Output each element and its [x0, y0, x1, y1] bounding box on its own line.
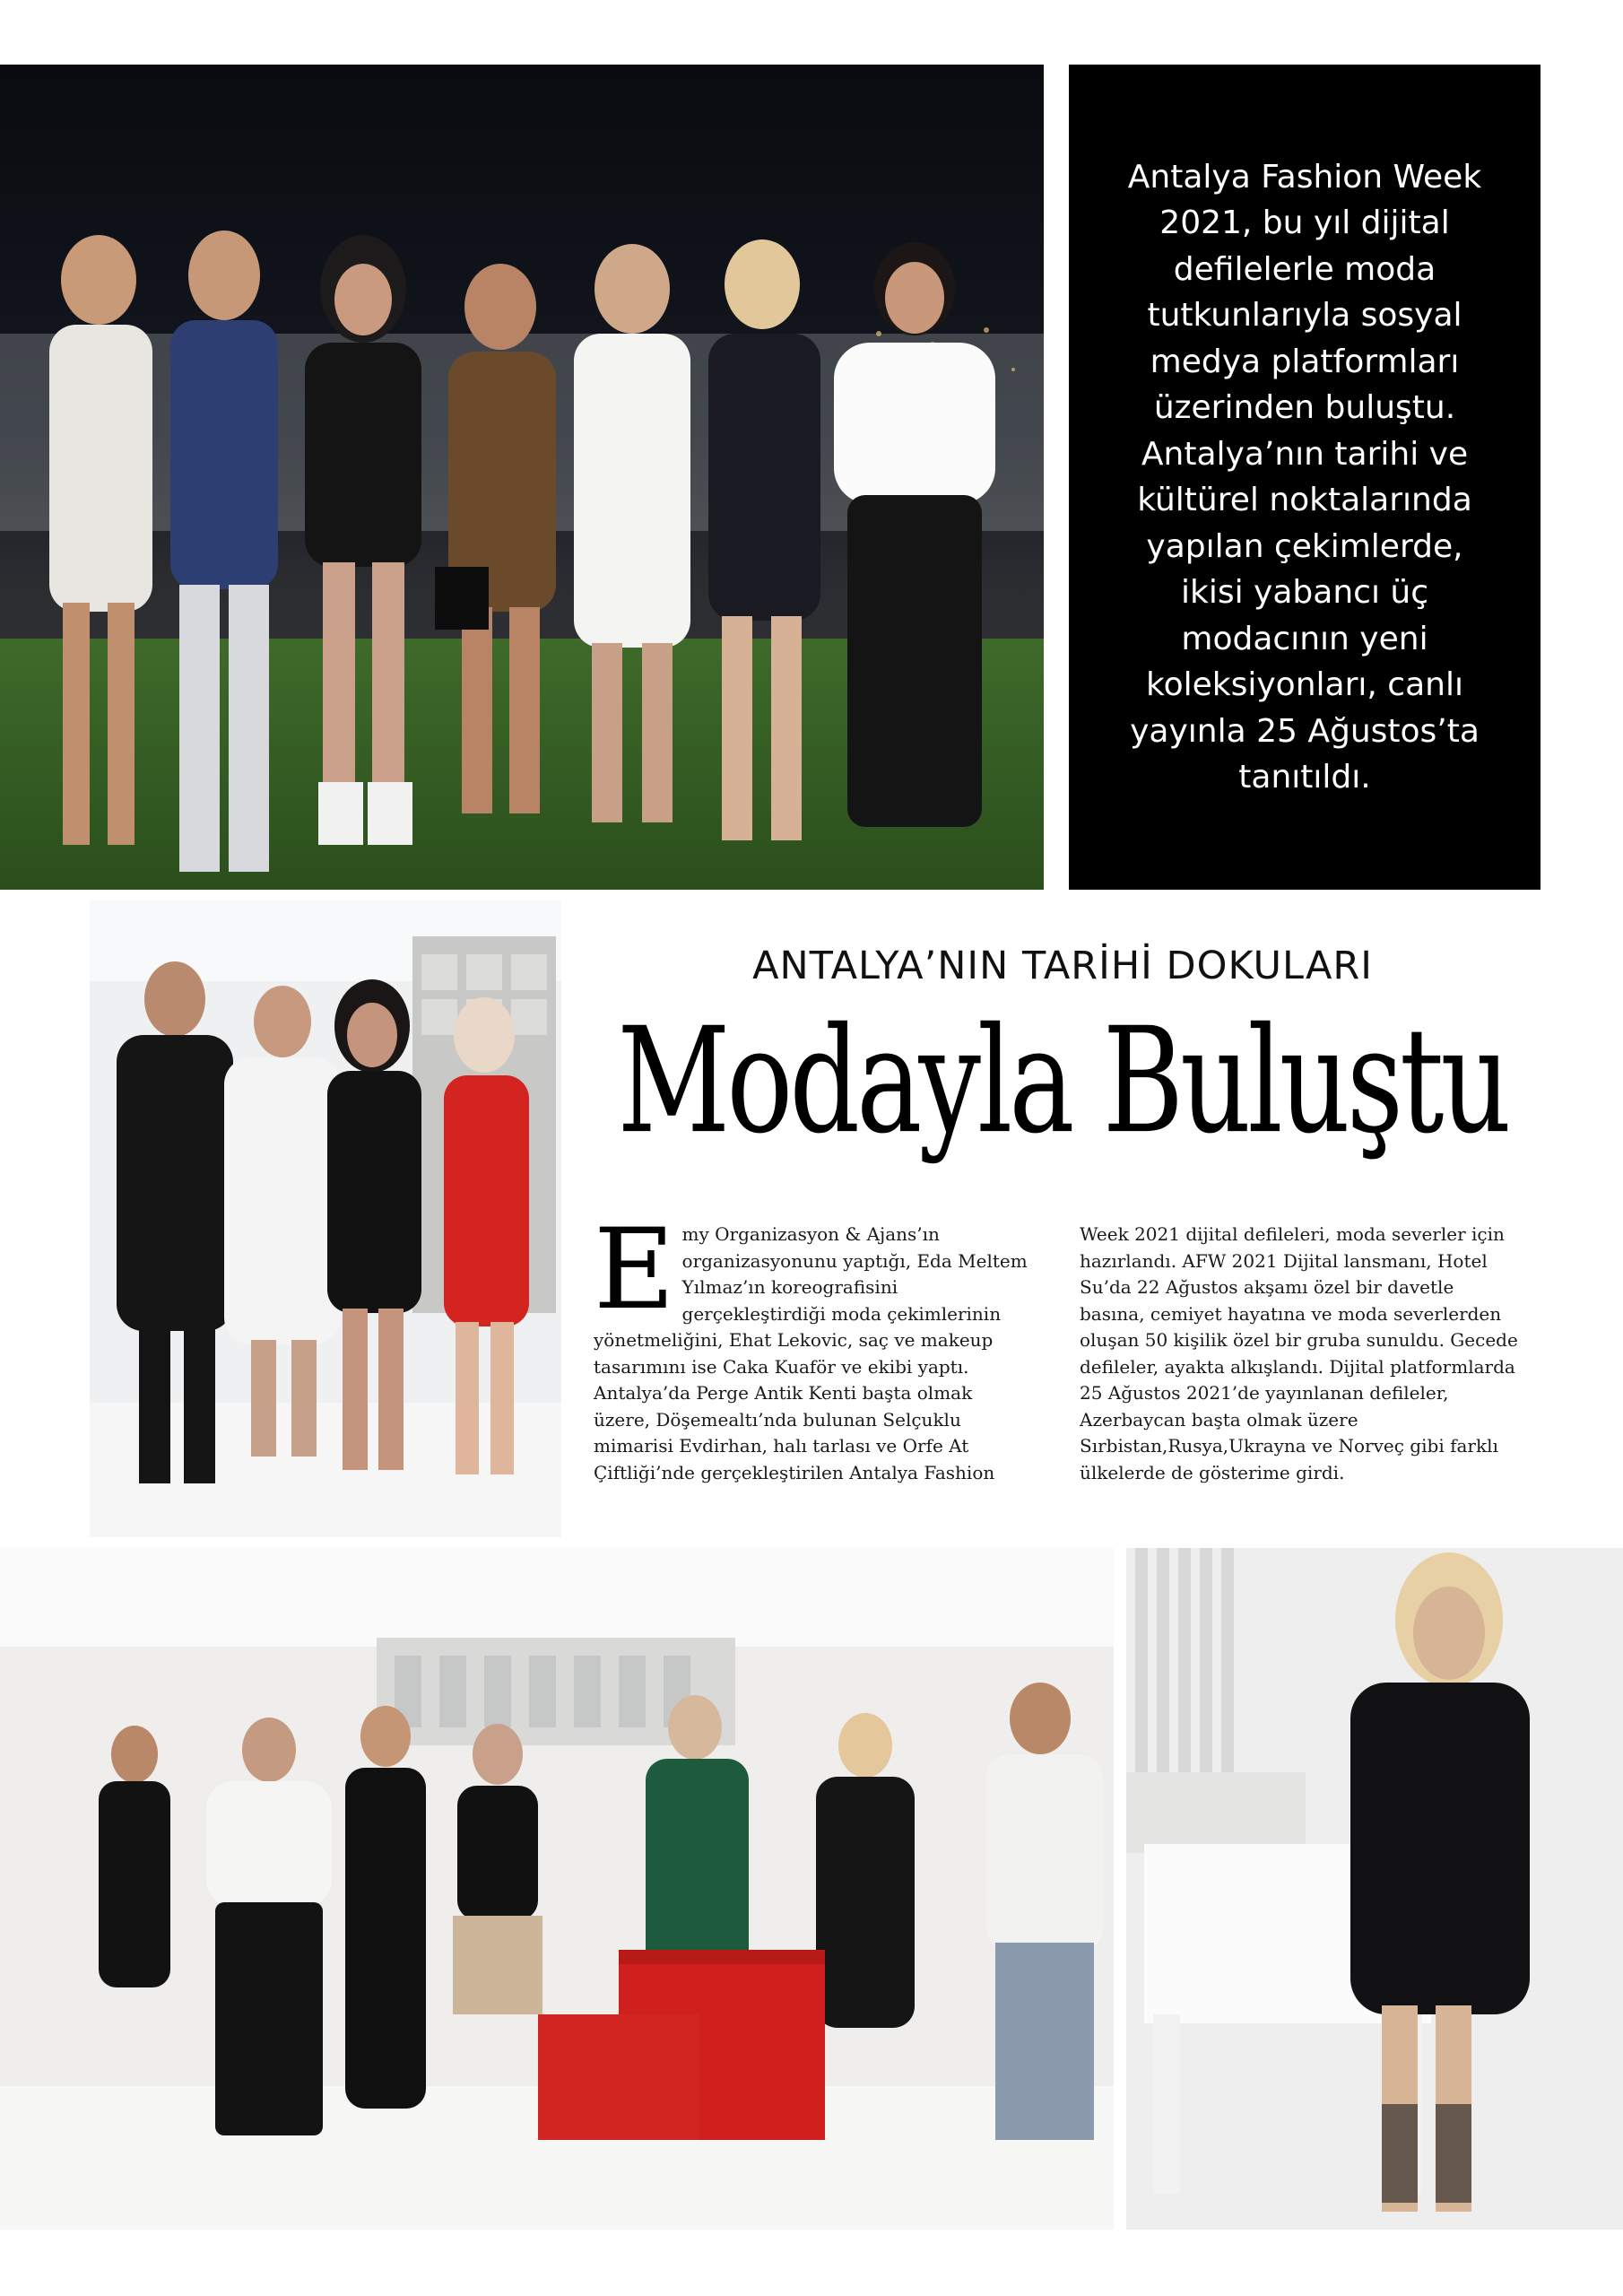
photo-woman-black-dress-image: [1126, 1548, 1623, 2230]
photo-rooftop-group-image: [0, 65, 1044, 890]
article-column-right: [1080, 1222, 1519, 1486]
article-paragraph-right: Week 2021 dijital defileleri, moda severler için hazırlandı. AFW 2021 Dijital lansmanı, Hotel Su’da 22 Ağustos akşamı özel bir davetle basına, cemiyet hayatına ve moda severlerden oluşan 50 kişilik özel bir gruba sunuldu. Gecede defileler, ayakta alkışlandı. Dijital platformlarda 25 Ağustos 2021’de yayınlanan defileler, Azerbaycan başta olmak üzere Sırbistan,Rusya,Ukrayna ve Norveç gibi farklı ülkelerde de gösterime girdi.: [1080, 1223, 1518, 1483]
photo-group-four: [90, 900, 561, 1537]
photo-party-crowd-image: [0, 1548, 1114, 2230]
photo-group-four-image: [90, 900, 561, 1537]
article-dropcap: E: [594, 1205, 675, 1335]
sidebar-text: Antalya Fashion Week 2021, bu yıl dijital defilelerle moda tutkunlarıyla sosyal medya platformları üzerinden buluştu. Antalya’nın tarihi ve kültürel noktalarında yapılan çekimlerde, ikisi yabancı üç modacının yeni koleksiyonları, canlı yayınla 25 Ağustos’ta tanıtıldı.: [1127, 158, 1482, 796]
sidebar-box: [1069, 65, 1541, 890]
article-column-left: [594, 1205, 1033, 1486]
article-kicker: ANTALYA’NIN TARİHİ DOKULARI: [752, 944, 1373, 988]
photo-rooftop-group: [0, 65, 1044, 890]
article-paragraph-left: my Organizasyon & Ajans’ın organizasyonunu yaptığı, Eda Meltem Yılmaz’ın koreografisini gerçekleştirdiği moda çekimlerinin yönetmeliğini, Ehat Lekovic, saç ve makeup tasarımını ise Caka Kuaför ve ekibi yaptı. Antalya’da Perge Antik Kenti başta olmak üzere, Döşemealtı’nda bulunan Selçuklu mimarisi Evdirhan, halı tarlası ve Orfe At Çiftliği’nde gerçekleştirilen Antalya Fashion: [594, 1223, 1028, 1483]
article-headline: Modayla Buluştu: [617, 996, 1508, 1167]
photo-party-crowd: [0, 1548, 1114, 2230]
photo-woman-black-dress: [1126, 1548, 1623, 2230]
